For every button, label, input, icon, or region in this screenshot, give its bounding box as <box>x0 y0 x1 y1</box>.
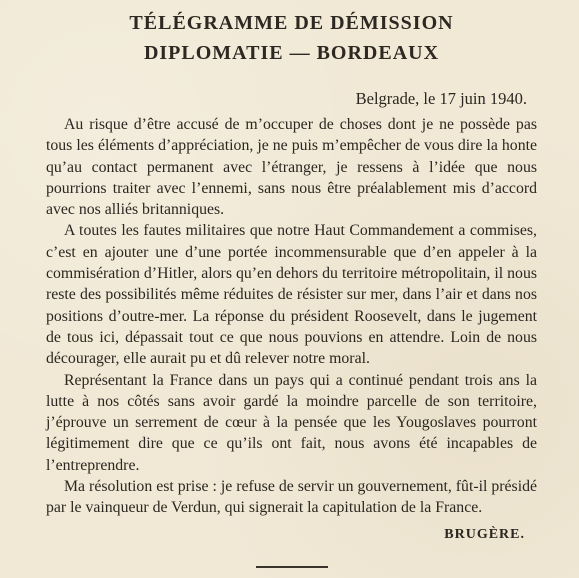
paragraph-4: Ma résolution est prise : je refuse de servir un gouvernement, fût-il présidé par le vainqueur de Verdun, qui signerait la capitulation de la France. <box>46 478 537 517</box>
date-line: Belgrade, le 17 juin 1940. <box>355 89 527 108</box>
signature: BRUGÈRE. <box>444 526 525 542</box>
closing-rule <box>256 566 328 568</box>
paragraph-1: Au risque d’être accusé de m’occuper de choses dont je ne possède pas tous les éléments d’appréciation, je ne puis m’empêcher de vous dire la honte qu’au contact permanent avec l’étranger, je ressens à l’idée que nous pourrions traiter avec l’ennemi, sans nous être préalablement mis d’accord avec nos alliés britanniques. <box>46 116 537 219</box>
document-subtitle: DIPLOMATIE — BORDEAUX <box>143 42 440 64</box>
paragraph-3: Représentant la France dans un pays qui a continué pendant trois ans la lutte à nos côtés sans avoir gardé la moindre parcelle de son territoire, j’éprouve un serrement de cœur à la pensée que les Yougoslaves pourront légitimement dire que ce qu’ils ont fait, nous avons été incapables de l’entreprendre. <box>46 371 537 474</box>
paragraph-2: A toutes les fautes militaires que notre Haut Commandement a commises, c’est en ajouter une d’une portée incommensurable que d’en appeler à la commisération d’Hitler, alors qu’en dehors du territoire métropolitain, il nous reste des possibilités même réduites de résister sur mer, dans l’air et dans nos positions d’outre-mer. La réponse du président Roosevelt, dans le jugement de tous ici, dépassait tout ce que nous pouvions en attendre. Loin de nous décourager, elle aurait pu et dû relever notre moral. <box>46 222 537 368</box>
document-title: TÉLÉGRAMME DE DÉMISSION <box>129 12 454 34</box>
